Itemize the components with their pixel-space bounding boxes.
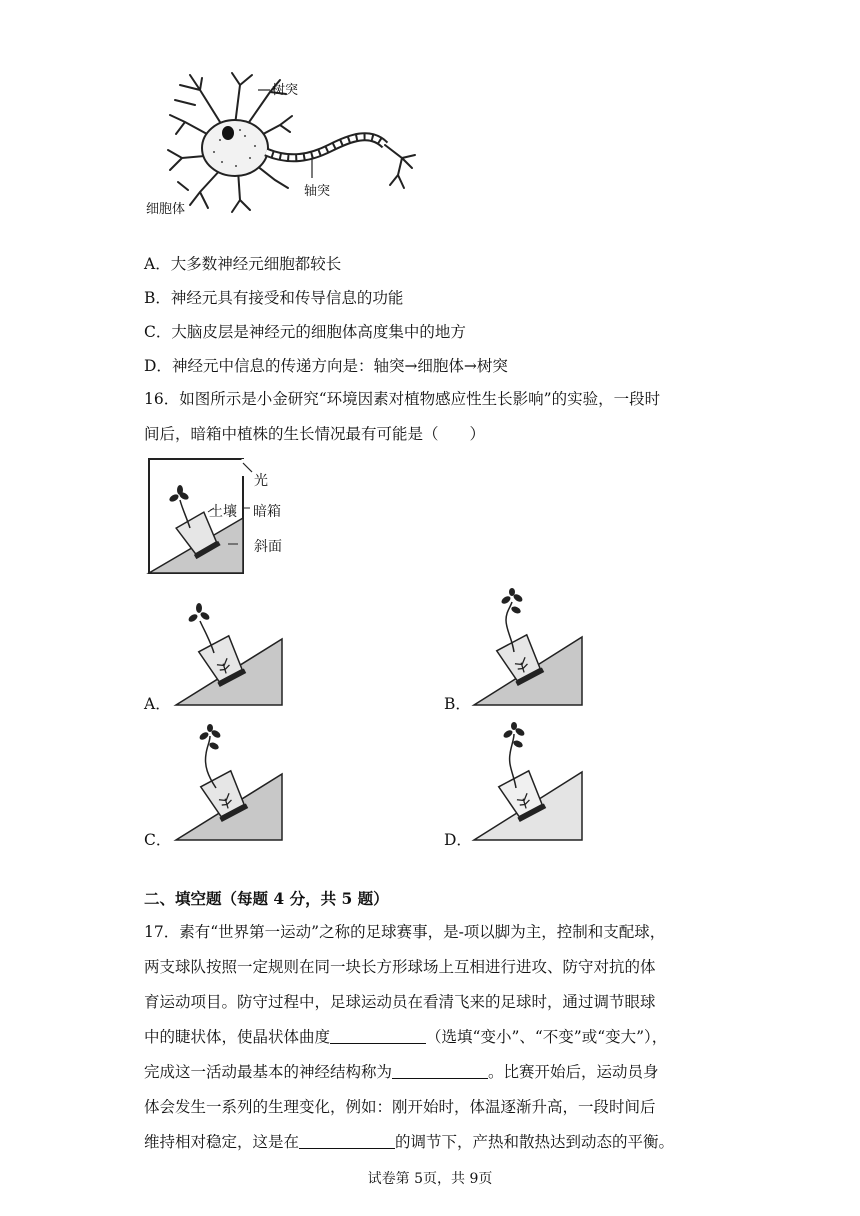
darkbox-figure xyxy=(146,456,306,576)
q16-line-2: 间后，暗箱中植株的生长情况最有可能是（ ） xyxy=(144,425,486,443)
option-letter: C． xyxy=(144,323,172,341)
option-a-letter: A． xyxy=(144,695,171,713)
option-a-drawing xyxy=(144,595,284,710)
q16-option-c xyxy=(144,724,284,848)
answer-blank-2[interactable] xyxy=(392,1062,488,1079)
option-letter: A． xyxy=(144,255,171,273)
q15-option-a xyxy=(144,254,341,274)
option-text: 大多数神经元细胞都较长 xyxy=(170,255,342,273)
option-letter: D． xyxy=(144,357,172,375)
q17-line-2: 两支球队按照一定规则在同一块长方形球场上互相进行进攻、防守对抗的体 xyxy=(144,958,656,976)
option-text: 神经元具有接受和传导信息的功能 xyxy=(170,289,404,307)
neuron-figure xyxy=(140,70,430,220)
q17-line-4-text-b: （选填“变小”、“不变”或“变大”）， xyxy=(426,1028,668,1046)
q17-line-5 xyxy=(144,1062,659,1082)
section-heading: 二、填空题（每题 4 分，共 5 题） xyxy=(144,889,389,908)
label-soil: 土壤 xyxy=(209,504,237,520)
q15-option-b xyxy=(144,288,403,308)
q17-line-4-text-a: 中的睫状体，使晶状体曲度 xyxy=(144,1028,331,1046)
q17-line-3: 育运动项目。防守过程中，足球运动员在看清飞来的足球时，通过调节眼球 xyxy=(144,993,656,1011)
q15-option-d xyxy=(144,356,508,376)
label-darkbox: 暗箱 xyxy=(253,504,281,520)
option-b-letter: B． xyxy=(444,695,471,713)
label-cell-body: 细胞体 xyxy=(146,202,186,217)
q16-line-1: 16．如图所示是小金研究“环境因素对植物感应性生长影响”的实验，一段时 xyxy=(144,390,661,408)
option-d-drawing xyxy=(444,720,584,848)
option-b-drawing xyxy=(444,590,584,710)
label-axon: 轴突 xyxy=(304,184,331,199)
page-footer: 试卷第 5页，共 9页 xyxy=(367,1171,493,1187)
q17-line-7-text-a: 维持相对稳定，这是在 xyxy=(144,1133,300,1151)
q17-line-5-text-b: 。比赛开始后，运动员身 xyxy=(488,1063,659,1081)
q17-line-4 xyxy=(144,1027,667,1047)
option-text: 神经元中信息的传递方向是：轴突→细胞体→树突 xyxy=(171,357,508,375)
q16-option-a xyxy=(144,595,284,713)
q17-line-7-text-b: 的调节下，产热和散热达到动态的平衡。 xyxy=(395,1133,675,1151)
q16-option-b xyxy=(444,590,584,713)
q17-line-6: 体会发生一系列的生理变化，例如：刚开始时，体温逐渐升高，一段时间后 xyxy=(144,1098,656,1116)
option-c-letter: C． xyxy=(144,831,172,849)
q15-option-c xyxy=(144,322,466,342)
label-light: 光 xyxy=(254,473,268,489)
q17-line-7 xyxy=(144,1132,674,1152)
answer-blank-1[interactable] xyxy=(330,1027,426,1044)
q17-line-5-text-a: 完成这一活动最基本的神经结构称为 xyxy=(144,1063,393,1081)
label-dendrite: 树突 xyxy=(272,83,299,98)
option-d-letter: D． xyxy=(444,831,472,849)
label-slope: 斜面 xyxy=(254,539,282,555)
option-text: 大脑皮层是神经元的细胞体高度集中的地方 xyxy=(171,323,466,341)
answer-blank-3[interactable] xyxy=(299,1132,395,1149)
q16-option-d xyxy=(444,720,584,848)
option-letter: B． xyxy=(144,289,171,307)
q17-line-1: 17．素有“世界第一运动”之称的足球赛事，是-项以脚为主，控制和支配球， xyxy=(144,923,666,941)
